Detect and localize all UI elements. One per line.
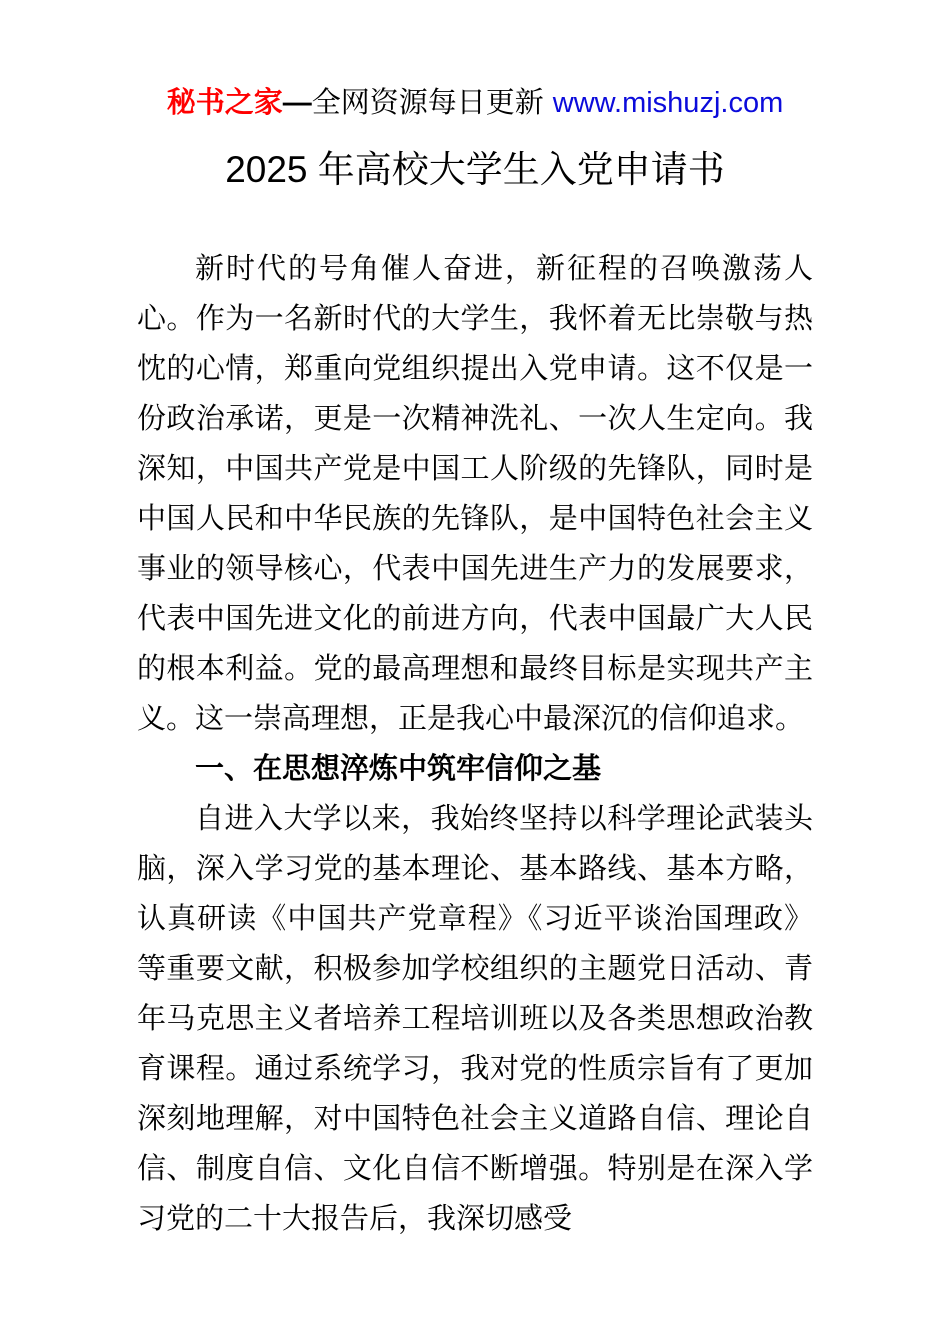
paragraph: 自进入大学以来，我始终坚持以科学理论武装头脑，深入学习党的基本理论、基本路线、基本方略，认真研读《中国共产党章程》《习近平谈治国理政》等重要文献，积极参加学校组织的主题党日活动、青年马克思主义者培养工程培训班以及各类思想政治教育课程。通过系统学习，我对党的性质宗旨有了更加深刻地理解，对中国特色社会主义道路自信、理论自信、制度自信、文化自信不断增强。特别是在深入学习党的二十大报告后，我深切感受 [137,803,813,1235]
document-body [137,244,813,1244]
section-heading: 一、在思想淬炼中筑牢信仰之基 [195,753,602,785]
header-dash: — [282,87,312,119]
document-title: 2025 年高校大学生入党申请书 [225,149,725,190]
header-tagline: 全网资源每日更新 [311,87,544,119]
paragraph: 新时代的号角催人奋进，新征程的召唤激荡人心。作为一名新时代的大学生，我怀着无比崇敬与热忱的心情，郑重向党组织提出入党申请。这不仅是一份政治承诺，更是一次精神洗礼、一次人生定向。我深知，中国共产党是中国工人阶级的先锋队，同时是中国人民和中华民族的先锋队，是中国特色社会主义事业的领导核心，代表中国先进生产力的发展要求，代表中国先进文化的前进方向，代表中国最广大人民的根本利益。党的最高理想和最终目标是实现共产主义。这一崇高理想，正是我心中最深沉的信仰追求。 [137,253,813,735]
site-url-link[interactable]: www.mishuzj.com [552,87,784,119]
site-header [137,84,813,122]
site-name: 秘书之家 [166,87,283,119]
